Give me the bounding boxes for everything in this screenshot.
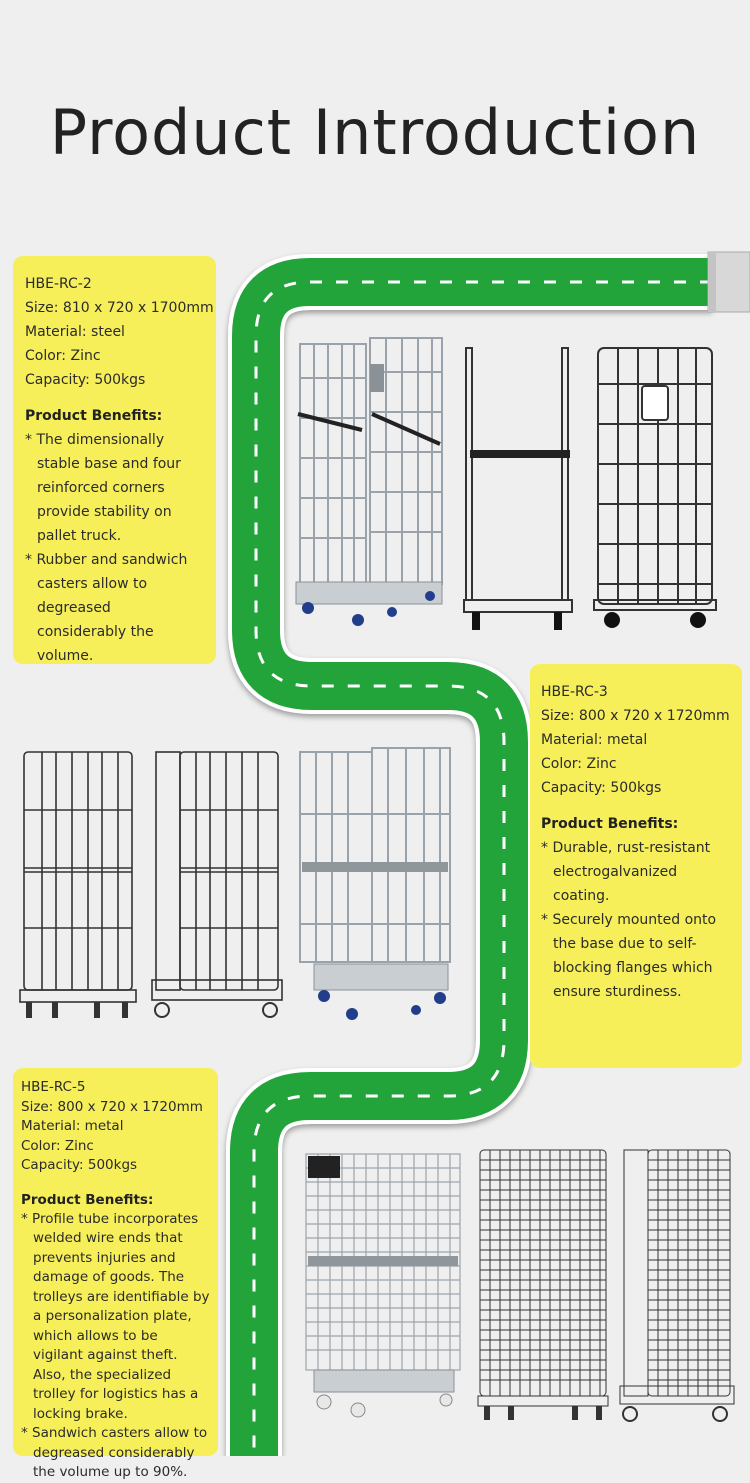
product-card-hbe-rc-2 — [13, 256, 216, 664]
product-model: HBE-RC-3 — [541, 684, 608, 700]
product-model: HBE-RC-2 — [25, 276, 92, 292]
mesh-trolley-front-drawing — [476, 1146, 610, 1426]
product-capacity: Capacity: 500kgs — [25, 372, 146, 388]
product-capacity: Capacity: 500kgs — [21, 1157, 138, 1173]
mesh-trolley-side-drawing — [618, 1146, 736, 1426]
cage-trolley-shelf-photo — [294, 744, 456, 1026]
product-color: Color: Zinc — [21, 1137, 94, 1154]
cage-trolley-photo — [292, 332, 452, 632]
benefit-item: * Rubber and sandwich casters allow to degreased considerably the volume. — [25, 552, 188, 664]
benefits-heading: Product Benefits: — [25, 408, 163, 424]
benefit-item: * Sandwich casters allow to degreased considerably the volume up to 90%. — [21, 1425, 208, 1480]
trolley-front-drawing — [592, 344, 718, 634]
benefit-item: * Durable, rust-resistant electrogalvanized coating. — [541, 840, 711, 904]
mesh-trolley-photo — [300, 1148, 466, 1420]
product-capacity: Capacity: 500kgs — [541, 780, 662, 796]
product-size: Size: 810 x 720 x 1700mm — [25, 300, 214, 316]
product-size: Size: 800 x 720 x 1720mm — [541, 708, 730, 724]
benefit-item: * Profile tube incorporates welded wire ends that prevents injuries and damage of goods. The trolleys are identifiable by a personalization plate, which allows to be vigilant against theft. Also, the specialized trolley for logistics has a locking brake. — [21, 1210, 210, 1422]
trolley-front-drawing-2 — [18, 748, 138, 1022]
benefits-heading: Product Benefits: — [21, 1191, 154, 1208]
benefit-item: * Securely mounted onto the base due to self-blocking flanges which ensure sturdiness. — [541, 912, 717, 1000]
trolley-side-drawing-2 — [150, 748, 286, 1022]
product-model: HBE-RC-5 — [21, 1079, 86, 1095]
product-size: Size: 800 x 720 x 1720mm — [21, 1098, 203, 1115]
trolley-side-drawing — [462, 344, 574, 634]
product-card-hbe-rc-5 — [13, 1068, 218, 1480]
benefit-item: * The dimensionally stable base and four reinforced corners provide stability on pallet truck. — [25, 432, 181, 544]
product-color: Color: Zinc — [541, 756, 617, 772]
benefits-heading: Product Benefits: — [541, 816, 679, 832]
product-material: Material: metal — [21, 1118, 124, 1134]
product-card-hbe-rc-3 — [530, 664, 742, 1068]
product-color: Color: Zinc — [25, 348, 101, 364]
page-title: Product Introduction — [49, 96, 701, 169]
product-material: Material: metal — [541, 732, 648, 748]
product-material: Material: steel — [25, 324, 125, 340]
